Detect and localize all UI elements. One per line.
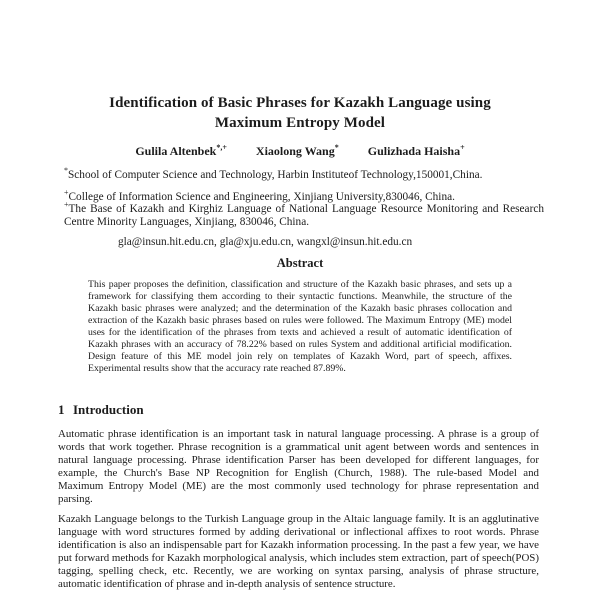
- affiliation-1-text: School of Computer Science and Technology, Harbin Instituteof Technology,150001,China.: [68, 169, 483, 181]
- paper-title: [60, 93, 540, 133]
- author-3-affiliation-mark: +: [460, 143, 465, 152]
- author-1-name: Gulila Altenbek: [135, 144, 217, 158]
- affiliation-3: [64, 200, 544, 228]
- abstract-text: This paper proposes the definition, classification and structure of the Kazakh basic phrases, and sets up a framework for classifying them according to their syntactic functions. Meanwhile, the structure of the Kazakh basic phrases were analyzed; and the determination of the Kazakh basic phrases collocation and extraction of the Kazakh basic phrases based on rules were followed. The Maximum Entropy (ME) model uses for the identification of the phrases from texts and achieved a result of automatic identification of Kazakh phrases with an accuracy of 78.22% based on rules System and additional artificial modification. Design feature of this ME model join rely on templates of Kazakh Word, part of speech, affixes. Experimental results show that the accuracy rate reached 87.89%.: [88, 279, 512, 374]
- introduction-section: [58, 402, 539, 591]
- title-line-2: Maximum Entropy Model: [214, 115, 386, 131]
- affiliation-2-marker: +: [64, 187, 69, 197]
- paper-front-matter: [0, 0, 600, 249]
- abstract-heading: Abstract: [276, 256, 324, 270]
- author-3: [368, 144, 465, 159]
- section-heading: [58, 402, 539, 418]
- author-emails: gla@insun.hit.edu.cn, gla@xju.edu.cn, wangxl@insun.hit.edu.cn: [118, 236, 413, 249]
- author-1-affiliation-mark: *,+: [216, 143, 227, 152]
- author-2-affiliation-mark: *: [334, 143, 339, 152]
- author-1: [135, 144, 227, 159]
- affiliation-2-text: College of Information Science and Engineering, Xinjiang University,830046, China.: [68, 190, 455, 203]
- author-2-name: Xiaolong Wang: [255, 144, 335, 158]
- abstract-section: [88, 256, 512, 375]
- title-line-1: Identification of Basic Phrases for Kazakh Language using: [109, 95, 491, 111]
- affiliation-1: [64, 166, 544, 182]
- affiliation-1-marker: *: [64, 166, 68, 176]
- affiliation-2: [64, 187, 544, 204]
- author-2: [256, 144, 339, 159]
- introduction-paragraph-2: Kazakh Language belongs to the Turkish Language group in the Altaic language family. It is an agglutinative language with word structures formed by adding derivational or inflectional affixes to root words. Phrase identification is also an indispensable part for Kazakh information processing. In the past a few year, we have put forward methods for Kazakh morphological analysis, which includes stem extraction, part of speech(POS) tagging, spelling check, etc. Recently, we are working on syntax parsing, analysis of phrase structure, automatic identification of phrase and in-depth analysis of sentence structure.: [58, 513, 539, 590]
- author-line: [0, 144, 600, 159]
- author-3-name: Gulizhada Haisha: [367, 144, 461, 158]
- section-title: Introduction: [73, 402, 144, 417]
- affiliation-3-text: The Base of Kazakh and Kirghiz Language of National Language Resource Monitoring and Research Centre Minority Languages, Xinjiang, 830046, China.: [64, 203, 544, 228]
- introduction-paragraph-1: Automatic phrase identification is an important task in natural language processing. A phrase is a group of words that work together. Phrase recognition is a grammatical unit agent between words and sentences in natural language processing. Phrase identification Parser has been developed for different languages, for example, the Church's Base NP Recognition for English (Church, 1988). The rule-based Model and Maximum Entropy Model (ME) are the most commonly used technology for phrase representation and parsing.: [58, 428, 539, 505]
- section-number: 1: [58, 402, 65, 417]
- affiliation-3-marker: +: [64, 200, 69, 210]
